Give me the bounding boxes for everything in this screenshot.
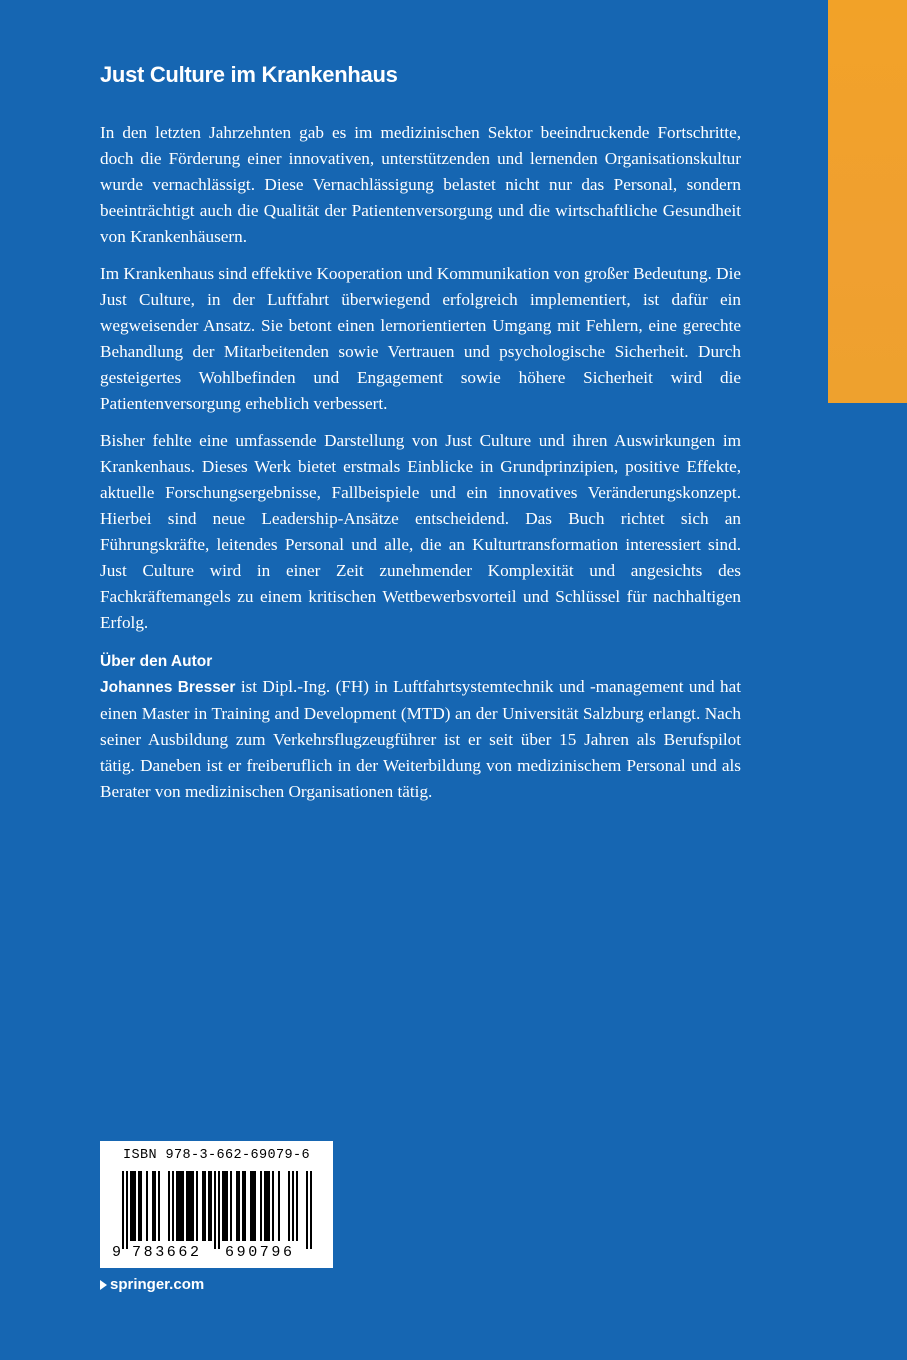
author-bio (100, 674, 741, 805)
author-name: Johannes Bresser (100, 679, 236, 696)
barcode-digits-right: 690796 (225, 1244, 295, 1261)
author-bio-text: ist Dipl.-Ing. (FH) in Luftfahrtsystemtechnik und -management und hat einen Master in Training and Development (MTD) an der Universität Salzburg erlangt. Nach seiner Ausbildung zum Verkehrsflugzeugführer ist er seit über 15 Jahren als Berufspilot tätig. Daneben ist er freiberuflich in der Weiterbildung von medizinischem Personal und als Berater von medizinischen Organisationen tätig. (100, 677, 741, 801)
publisher-link[interactable] (100, 1276, 204, 1293)
book-title: Just Culture im Krankenhaus (100, 62, 398, 87)
blurb-paragraph-2: Im Krankenhaus sind effektive Kooperation und Kommunikation von großer Bedeutung. Die Just Culture, in der Luftfahrt überwiegend erfolgreich implementiert, ist dafür ein wegweisender Ansatz. Sie betont einen lernorientierten Umgang mit Fehlern, eine gerechte Behandlung der Mitarbeitenden sowie Vertrauen und psychologische Sicherheit. Durch gesteigertes Wohlbefinden und Engagement sowie höhere Sicherheit wird die Patientenversorgung erheblich verbessert. (100, 264, 741, 413)
barcode-digits (100, 1244, 333, 1264)
isbn-barcode (100, 1141, 333, 1268)
arrow-right-icon (100, 1280, 107, 1290)
isbn-label: ISBN 978-3-662-69079-6 (122, 1148, 311, 1163)
publisher-link-text: springer.com (110, 1276, 205, 1293)
author-heading: Über den Autor (100, 653, 213, 670)
barcode-digit-first: 9 (112, 1244, 122, 1261)
barcode-digits-left: 783662 (132, 1244, 202, 1261)
barcode-icon (110, 1171, 323, 1249)
orange-accent-bar (828, 0, 907, 403)
blurb-content (100, 120, 741, 805)
blurb-paragraph-1: In den letzten Jahrzehnten gab es im medizinischen Sektor beeindruckende Fortschritte, doch die Förderung einer innovativen, unterstützenden und lernenden Organisationskultur wurde vernachlässigt. Diese Vernachlässigung belastet nicht nur das Personal, sondern beeinträchtigt auch die Qualität der Patientenversorgung und die wirtschaftliche Gesundheit von Krankenhäusern. (100, 123, 741, 246)
blurb-paragraph-3: Bisher fehlte eine umfassende Darstellung von Just Culture und ihren Auswirkungen im Krankenhaus. Dieses Werk bietet erstmals Einblicke in Grundprinzipien, positive Effekte, aktuelle Forschungsergebnisse, Fallbeispiele und ein innovatives Veränderungskonzept. Hierbei sind neue Leadership-Ansätze entscheidend. Das Buch richtet sich an Führungskräfte, leitendes Personal und alle, die an Kulturtransformation interessiert sind. Just Culture wird in einer Zeit zunehmender Komplexität und angesichts des Fachkräftemangels zu einem kritischen Wettbewerbsvorteil und Schlüssel für nachhaltigen Erfolg. (100, 431, 741, 632)
